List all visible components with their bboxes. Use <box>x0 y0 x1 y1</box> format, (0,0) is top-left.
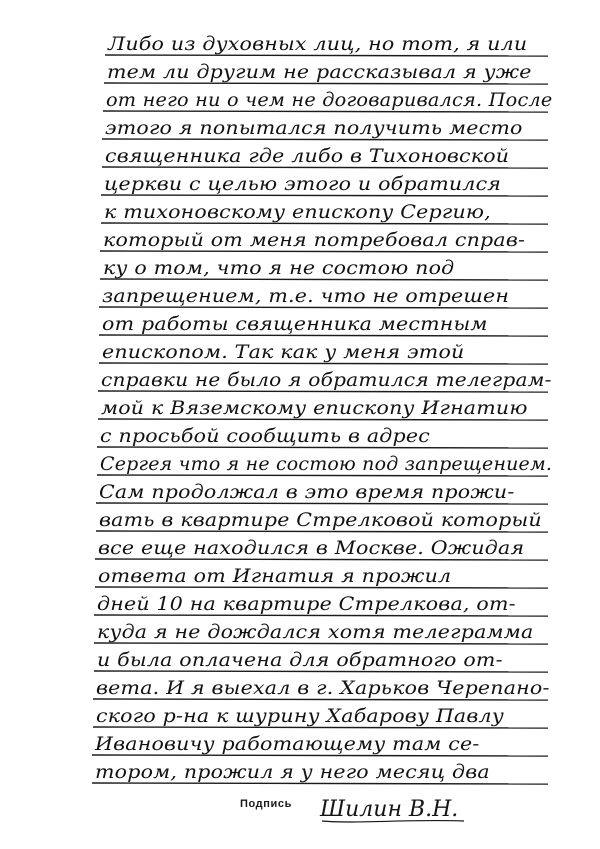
handwritten-line: этого я попытался получить место <box>105 117 523 139</box>
ruled-line <box>98 391 548 392</box>
ruled-line <box>96 503 548 504</box>
handwritten-line: к тихоновскому епископу Сергию, <box>104 201 491 223</box>
handwritten-line: от него ни о чем не договаривался. После <box>106 89 553 111</box>
handwritten-line: тем ли другим не рассказывал я уже <box>107 61 532 83</box>
ruled-line <box>92 783 548 784</box>
handwritten-line: куда я не дождался хотя телеграмма <box>97 621 534 643</box>
ruled-line <box>92 755 548 756</box>
ruled-line <box>101 223 548 224</box>
ruled-line <box>103 111 548 112</box>
ruled-line <box>95 559 548 560</box>
ruled-line <box>102 139 548 140</box>
handwritten-line: все еще находился в Москве. Ожидая <box>98 537 525 559</box>
ruled-line <box>98 419 548 420</box>
handwritten-line: священника где либо в Тихоновской <box>105 145 510 167</box>
ruled-line <box>100 279 548 280</box>
handwritten-line: Сергея что я не состою под запрещением. <box>100 453 553 475</box>
ruled-line <box>94 671 548 672</box>
signature-text: Шилин В.Н. <box>320 797 459 822</box>
signature-block <box>240 790 480 830</box>
handwritten-line: вать в квартире Стрелковой который <box>99 509 542 531</box>
handwritten-line: ответа от Игнатия я прожил <box>98 565 452 587</box>
handwritten-line: дней 10 на квартире Стрелкова, от- <box>97 593 516 615</box>
handwritten-line: ского р-на к шурину Хабарову Павлу <box>96 705 504 727</box>
ruled-line <box>100 251 548 252</box>
handwritten-line: Либо из духовных лиц, но тот, я или <box>108 33 528 55</box>
ruled-line <box>104 83 548 84</box>
ruled-line <box>105 55 548 56</box>
ruled-line <box>94 643 548 644</box>
ruled-line <box>94 615 548 616</box>
handwritten-line: Ивановичу работающему там се- <box>95 733 480 755</box>
ruled-line <box>93 727 548 728</box>
handwritten-line: справки не было я обратился телеграм- <box>101 369 552 391</box>
handwritten-line: от работы священника местным <box>102 313 488 335</box>
ruled-line <box>97 447 548 448</box>
handwritten-line: вета. И я выехал в г. Харьков Черепано- <box>96 677 550 699</box>
handwritten-line: мой к Вяземскому епископу Игнатию <box>101 397 528 419</box>
handwritten-line: который от меня потребовал справ- <box>103 229 526 251</box>
handwritten-line: запрещением, т.е. что не отрешен <box>102 285 510 307</box>
handwritten-line: церкви с целью этого и обратился <box>104 173 502 195</box>
handwritten-line: с просьбой сообщить в адрес <box>100 425 430 447</box>
ruled-line <box>95 587 548 588</box>
ruled-line <box>96 531 548 532</box>
ruled-line <box>99 363 548 364</box>
ruled-line <box>99 335 548 336</box>
ruled-line <box>97 475 548 476</box>
ruled-line <box>102 167 548 168</box>
ruled-line <box>99 307 548 308</box>
handwritten-line: тором, прожил я у него месяц два <box>95 761 490 783</box>
handwritten-line: Сам продолжал в это время прожи- <box>99 481 515 503</box>
ruled-line <box>101 195 548 196</box>
signature-caption: Подпись <box>240 798 292 810</box>
handwritten-line: и была оплачена для обратного от- <box>97 649 503 671</box>
ruled-line <box>93 699 548 700</box>
handwritten-line: ку о том, что я не состою под <box>103 257 455 279</box>
handwritten-signature <box>318 790 468 826</box>
handwritten-line: епископом. Так как у меня этой <box>102 341 465 363</box>
